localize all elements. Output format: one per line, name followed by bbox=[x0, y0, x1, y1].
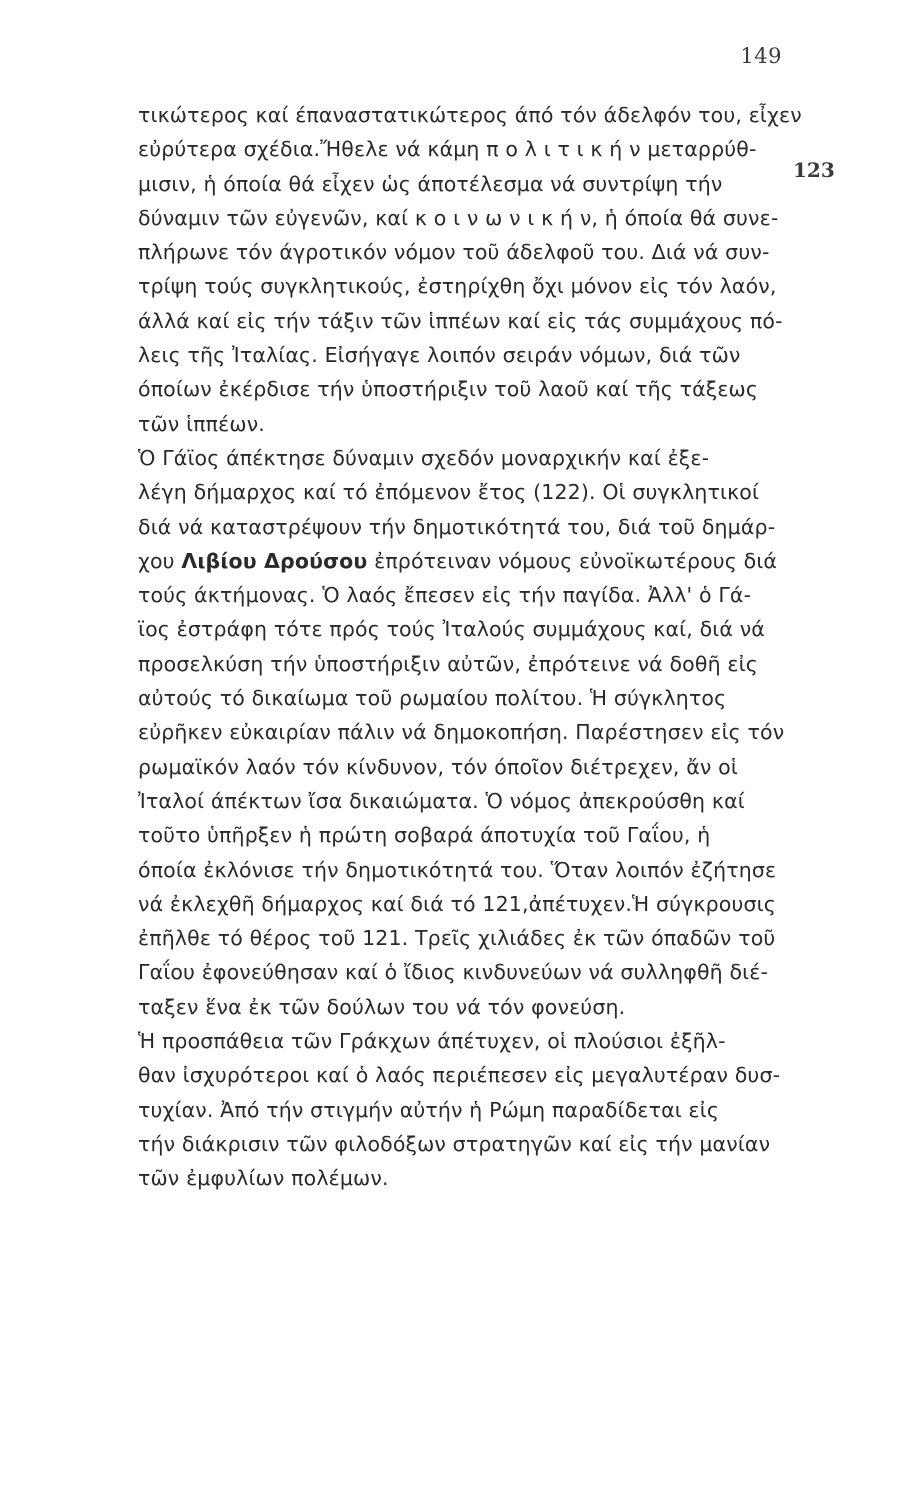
text-line: Ἰταλοί άπέκτων ἴσα δικαιώματα. Ὁ νόμος ἀπεκρούσθη καί bbox=[138, 788, 745, 813]
text-line: Γαΐου ἐφονεύθησαν καί ὁ ἴδιος κινδυνεύων νά συλληφθῆ διέ- bbox=[138, 960, 769, 985]
text-line: τυχίαν. Ἀπό τήν στιγμήν αὐτήν ἡ Ρώμη παραδίδεται εἰς bbox=[138, 1097, 720, 1122]
text-line: ταξεν ἕνα ἐκ τῶν δούλων του νά τόν φονεύση. bbox=[138, 994, 626, 1019]
text-line: ϊος ἐστράφη τότε πρός τούς Ἰταλούς συμμάχους καί, διά νά bbox=[138, 617, 765, 642]
text-line-with-name bbox=[138, 544, 810, 578]
text-line: λέγη δήμαρχος καί τό ἐπόμενον ἔτος (122). Οἱ συγκλητικοί bbox=[138, 480, 760, 505]
text-line: προσελκύση τήν ὑποστήριξιν αὐτῶν, ἐπρότεινε νά δοθῆ εἰς bbox=[138, 651, 758, 676]
text-line: τούς άκτήμονας. Ὁ λαός ἔπεσεν εἰς τήν παγίδα. Ἀλλ' ὁ Γά- bbox=[138, 583, 752, 608]
text-line: τῶν ἐμφυλίων πολέμων. bbox=[138, 1166, 389, 1191]
margin-note: 123 bbox=[793, 158, 835, 182]
text-line: διά νά καταστρέψουν τήν δημοτικότητά του, διά τοῦ δημάρ- bbox=[138, 514, 776, 539]
text-line: τικώτερος καί έπαναστατικώτερος άπό τόν άδελφόν του, εἶχεν bbox=[138, 103, 802, 127]
text-line: όποία ἐκλόνισε τήν δημοτικότητά του. Ὅταν λοιπόν ἐζήτησε bbox=[138, 857, 777, 882]
text-line: εὐρύτερα σχέδια.Ἤθελε νά κάμη π ο λ ι τ ι κ ή ν μεταρρύθ- bbox=[138, 137, 757, 162]
text-line: τῶν ἱππέων. bbox=[138, 411, 265, 436]
text-line: πλήρωνε τόν άγροτικόν νόμον τοῦ άδελφοῦ του. Διά νά συν- bbox=[138, 240, 770, 265]
text-line: αὐτούς τό δικαίωμα τοῦ ρωμαίου πολίτου. Ἡ σύγκλητος bbox=[138, 686, 727, 711]
text-line: δύναμιν τῶν εὐγενῶν, καί κ ο ι ν ω ν ι κ ή ν, ἡ όποία θά συνε- bbox=[138, 205, 779, 230]
text-line: όποίων ἐκέρδισε τήν ὑποστήριξιν τοῦ λαοῦ καί τῆς τάξεως bbox=[138, 377, 759, 402]
text-line: εὐρῆκεν εὐκαιρίαν πάλιν νά δημοκοπήση. Παρέστησεν εἰς τόν bbox=[138, 720, 785, 745]
text-line: ρωμαϊκόν λαόν τόν κίνδυνον, τόν όποῖον διέτρεχεν, ἄν οἱ bbox=[138, 754, 738, 779]
line-text-before: χου bbox=[138, 548, 182, 573]
text-line: ἐπῆλθε τό θέρος τοῦ 121. Τρεῖς χιλιάδες ἐκ τῶν όπαδῶν τοῦ bbox=[138, 926, 776, 951]
text-line: τρίψη τούς συγκλητικούς, ἐστηρίχθη ὄχι μόνον εἰς τόν λαόν, bbox=[138, 274, 777, 299]
text-line: λεις τῆς Ἰταλίας. Εἰσήγαγε λοιπόν σειράν νόμων, διά τῶν bbox=[138, 343, 741, 368]
text-line: μισιν, ἡ όποία θά εἶχεν ὡς άποτέλεσμα νά συντρίψη τήν bbox=[138, 171, 723, 196]
text-line: θαν ἰσχυρότεροι καί ὁ λαός περιέπεσεν εἰς μεγαλυτέραν δυσ- bbox=[138, 1063, 781, 1088]
line-text-after: ἐπρότειναν νόμους εὐνοϊκωτέρους διά bbox=[367, 548, 778, 573]
text-line: νά ἐκλεχθῆ δήμαρχος καί διά τό 121,ἀπέτυχεν.Ἡ σύγκρουσις bbox=[138, 891, 776, 916]
text-line: άλλά καί εἰς τήν τάξιν τῶν ἱππέων καί εἰς τάς συμμάχους πό- bbox=[138, 308, 783, 333]
text-line: Ὁ Γάϊος άπέκτησε δύναμιν σχεδόν μοναρχικήν καί ἐξε- bbox=[138, 445, 710, 470]
person-name: Λιβίου Δρούσου bbox=[181, 548, 368, 573]
text-line: τοῦτο ὑπῆρξεν ἡ πρώτη σοβαρά άποτυχία τοῦ Γαΐου, ἡ bbox=[138, 823, 711, 848]
body-text bbox=[138, 98, 810, 1196]
page-number: 149 bbox=[740, 44, 782, 68]
text-line: Ἡ προσπάθεια τῶν Γράκχων άπέτυχεν, οἱ πλούσιοι ἐξῆλ- bbox=[138, 1029, 726, 1054]
text-line: τήν διάκρισιν τῶν φιλοδόξων στρατηγῶν καί εἰς τήν μανίαν bbox=[138, 1131, 771, 1156]
